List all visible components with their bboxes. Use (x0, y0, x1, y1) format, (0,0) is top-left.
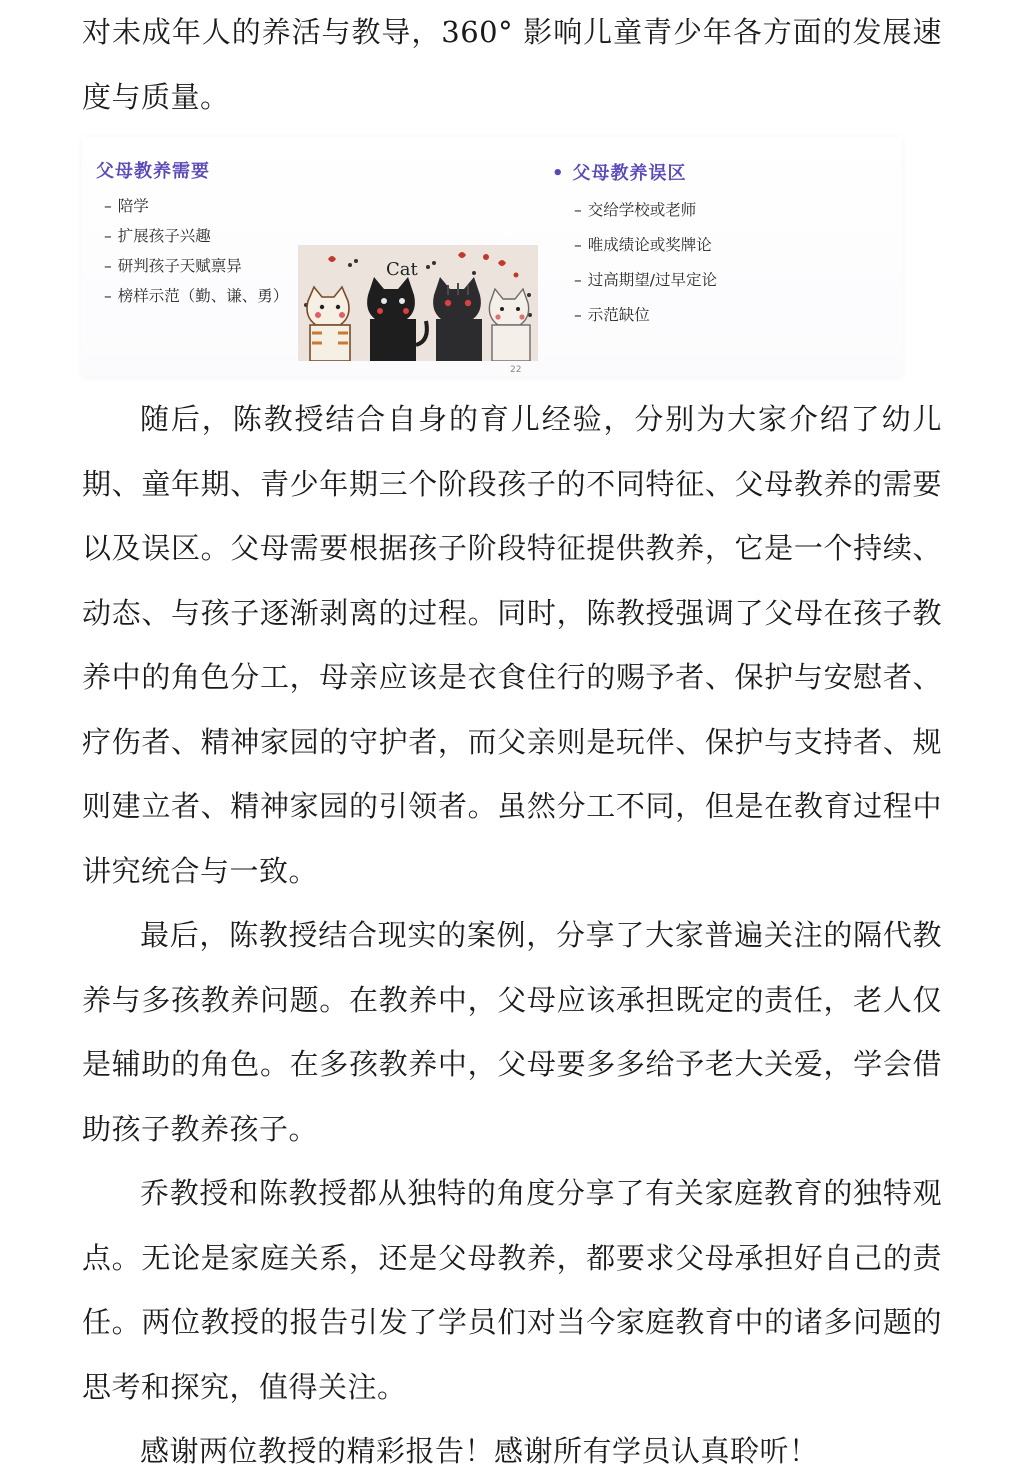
paragraph-stages: 随后，陈教授结合自身的育儿经验，分别为大家介绍了幼儿期、童年期、青少年期三个阶段孩子的不同特征、父母教养的需要以及误区。父母需要根据孩子阶段特征提供教养，它是一个持续、动态、与孩子逐渐剥离的过程。同时，陈教授强调了父母在孩子教养中的角色分工，母亲应该是衣食住行的赐予者、保护与安慰者、疗伤者、精神家园的守护者，而父亲则是玩伴、保护与支持者、规则建立者、精神家园的引领者。虽然分工不同，但是在教育过程中讲究统合与一致。 (82, 402, 942, 888)
dash-glyph: – (574, 306, 582, 324)
dash-glyph: – (104, 287, 112, 305)
slide-left-item: – 扩展孩子兴趣 (104, 227, 211, 245)
bullet-icon: • (552, 163, 565, 184)
document-page (82, 0, 942, 1484)
slide-left-title: 父母教养需要 (96, 161, 210, 182)
slide-right-title: • 父母教养误区 (552, 163, 687, 184)
cat-drawing-image (298, 245, 538, 361)
dash-glyph: – (104, 257, 112, 275)
dash-glyph: – (574, 271, 582, 289)
slide-right-list (552, 193, 717, 333)
dash-glyph: – (104, 227, 112, 245)
paragraph-intro-tail: 对未成年人的养活与教导，360° 影响儿童青少年各方面的发展速度与质量。 (82, 15, 942, 114)
slide-card (82, 137, 902, 377)
slide-right-column (552, 159, 717, 333)
slide-left-column (96, 157, 288, 311)
slide-left-item: – 研判孩子天赋禀异 (104, 257, 242, 275)
slide-left-list (96, 191, 288, 311)
slide-right-item: – 过高期望/过早定论 (574, 271, 717, 289)
cat-grey (433, 277, 482, 361)
paragraph-summary: 乔教授和陈教授都从独特的角度分享了有关家庭教育的独特观点。无论是家庭关系，还是父母教养，都要求父母承担好自己的责任。两位教授的报告引发了学员们对当今家庭教育中的诸多问题的思考和探究，值得关注。 (82, 1176, 942, 1404)
slide-left-item: – 陪学 (104, 197, 149, 215)
embedded-slide-image (82, 129, 942, 387)
slide-page-number: 22 (510, 365, 522, 375)
dash-glyph: – (574, 236, 582, 254)
slide-right-item: – 唯成绩论或奖牌论 (574, 236, 712, 254)
dash-glyph: – (104, 197, 112, 215)
cat-drawing (298, 245, 538, 361)
cat-white (489, 289, 530, 361)
paragraph-grandparent: 最后，陈教授结合现实的案例，分享了大家普遍关注的隔代教养与多孩教养问题。在教养中，父母应该承担既定的责任，老人仅是辅助的角色。在多孩教养中，父母要多多给予老大关爱，学会借助孩子教养孩子。 (82, 918, 942, 1146)
art-word: Cat (386, 259, 418, 280)
slide-right-item: – 交给学校或老师 (574, 201, 697, 219)
slide-left-item: – 榜样示范（勤、谦、勇） (104, 287, 289, 305)
dash-glyph: – (574, 201, 582, 219)
paragraph-thanks: 感谢两位教授的精彩报告！感谢所有学员认真聆听！ (140, 1434, 819, 1468)
slide-right-item: – 示范缺位 (574, 306, 650, 324)
